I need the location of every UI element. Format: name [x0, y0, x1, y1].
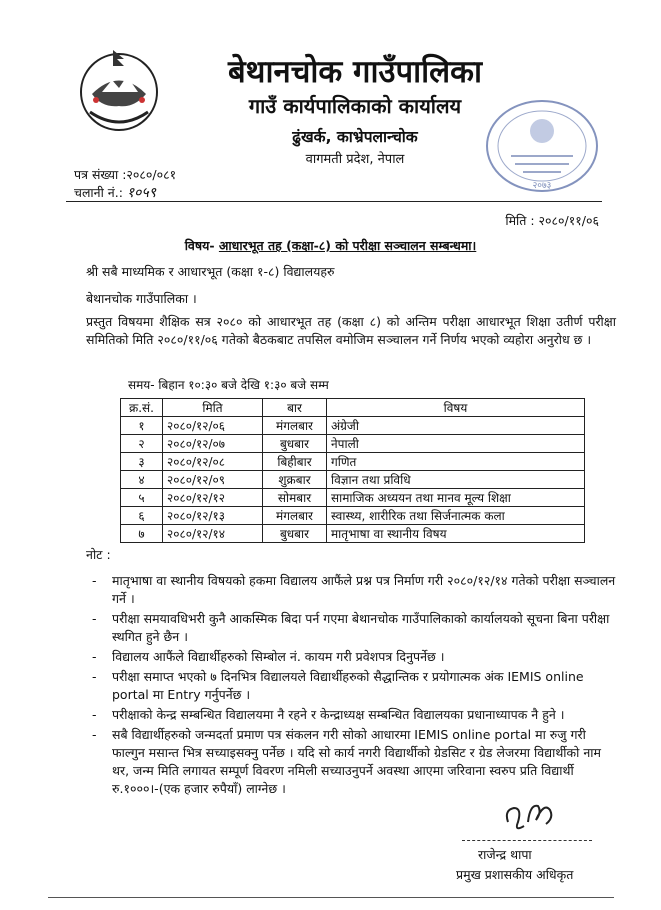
table-header-row [121, 399, 585, 417]
reference-value: २०८०/०८१ [126, 167, 177, 182]
notes-list [86, 572, 616, 800]
header-sn: क्र.सं. [121, 399, 163, 417]
signatory-name: राजेन्द्र थापा [478, 847, 532, 862]
address-line1: ढुंखर्क, काभ्रेपलान्चोक [292, 128, 418, 146]
note-item: - परीक्षाको केन्द्र सम्बन्धित विद्यालयमा नै रहने र केन्द्राध्यक्ष सम्बन्धित विद्यालयका प्रधानाध्यापक नै हुने । [86, 706, 616, 724]
cell-day: बुधबार [263, 525, 327, 543]
cell-sn: ७ [121, 525, 163, 543]
body-paragraph: प्रस्तुत विषयमा शैक्षिक सत्र २०८० को आधारभूत तह (कक्षा ८) को अन्तिम परीक्षा आधारभूत शिक्षा उतीर्ण परीक्षा समितिको मिति २०८०/११/०६ गतेको बैठकबाट तपसिल वमोजिम सञ्चालन गर्ने निर्णय भएको व्यहोरा अनुरोध छ । [86, 314, 616, 347]
signature-line [462, 840, 592, 841]
footer-divider [48, 897, 614, 898]
cell-subject: स्वास्थ्य, शारीरिक तथा सिर्जनात्मक कला [327, 507, 585, 525]
header-date: मिति [163, 399, 263, 417]
cell-date: २०८०/१२/०८ [163, 453, 263, 471]
cell-date: २०८०/१२/१४ [163, 525, 263, 543]
cell-date: २०८०/१२/०६ [163, 417, 263, 435]
cell-subject: गणित [327, 453, 585, 471]
note-item: - सबै विद्यार्थीहरुको जन्मदर्ता प्रमाण पत्र संकलन गरी सोको आधारमा IEMIS online portal मा रुजु गरी फाल्गुन मसान्त भित्र सच्याइसक्नु पर्नेछ । यदि सो कार्य नगरी विद्यार्थीको ग्रेडसिट र ग्रेड लेजरमा विद्यार्थीको नाम थर, जन्म मिति लगायत सम्पूर्ण विवरण नमिली सच्याउनुपर्ने अवस्था आएमा जरिवाना स्वरुप प्रति विद्यार्थी रु.१०००।-(एक हजार रुपैयाँ) लाग्नेछ । [86, 726, 616, 798]
address-line2: वागमती प्रदेश, नेपाल [305, 152, 405, 167]
table-row [121, 435, 585, 453]
salutation: श्री सबै माध्यमिक र आधारभूत (कक्षा १-८) विद्यालयहरु [86, 264, 335, 279]
reference-number [74, 166, 176, 183]
cell-subject: नेपाली [327, 435, 585, 453]
subject-line [40, 237, 621, 254]
table-row [121, 417, 585, 435]
signatory-title: प्रमुख प्रशासकीय अधिकृत [456, 867, 574, 882]
dispatch-number [74, 183, 156, 202]
cell-day: सोमबार [263, 489, 327, 507]
cell-day: बिहीबार [263, 453, 327, 471]
handwritten-signature [500, 792, 570, 836]
table-row [121, 489, 585, 507]
cell-sn: ५ [121, 489, 163, 507]
note-item: - मातृभाषा वा स्थानीय विषयको हकमा विद्यालय आफैंले प्रश्न पत्र निर्माण गरी २०८०/१२/१४ गतेको परीक्षा सञ्चालन गर्ने । [86, 572, 616, 608]
cell-day: मंगलबार [263, 417, 327, 435]
exam-schedule-table [120, 398, 585, 543]
table-row [121, 453, 585, 471]
note-item: - परीक्षा समाप्त भएको ७ दिनभित्र विद्यालयले विद्यार्थीहरुको सैद्धान्तिक र प्रयोगात्मक अंक IEMIS online portal मा Entry गर्नुपर्नेछ । [86, 668, 616, 704]
recipient-place: बेथानचोक गाउँपालिका । [86, 291, 197, 306]
header-day: बार [263, 399, 327, 417]
dispatch-value: १०५९ [126, 185, 157, 201]
cell-subject: अंग्रेजी [327, 417, 585, 435]
letter-date: मिति : २०८०/११/०६ [505, 213, 599, 228]
subject-text: आधारभूत तह (कक्षा-८) को परीक्षा सञ्चालन सम्बन्धमा। [218, 238, 477, 253]
cell-sn: १ [121, 417, 163, 435]
table-row [121, 507, 585, 525]
exam-time: समय- बिहान १०:३० बजे देखि १:३० बजे सम्म [128, 378, 329, 392]
note-item: - विद्यालय आफैंले विद्यार्थीहरुको सिम्बोल नं. कायम गरी प्रवेशपत्र दिनुपर्नेछ । [86, 648, 616, 666]
cell-date: २०८०/१२/१३ [163, 507, 263, 525]
cell-sn: ३ [121, 453, 163, 471]
cell-sn: २ [121, 435, 163, 453]
cell-day: बुधबार [263, 435, 327, 453]
cell-date: २०८०/१२/१२ [163, 489, 263, 507]
cell-subject: मातृभाषा वा स्थानीय विषय [327, 525, 585, 543]
subject-prefix: विषय- [184, 238, 215, 253]
reference-label: पत्र संख्या : [74, 167, 127, 182]
cell-day: मंगलबार [263, 507, 327, 525]
cell-sn: ६ [121, 507, 163, 525]
cell-date: २०८०/१२/०९ [163, 471, 263, 489]
nepal-emblem-logo [72, 42, 167, 137]
table-row [121, 525, 585, 543]
cell-sn: ४ [121, 471, 163, 489]
office-name: गाउँ कार्यपालिकाको कार्यालय [248, 94, 462, 118]
dispatch-label: चलानी नं.: [74, 185, 123, 200]
municipality-name: बेथानचोक गाउँपालिका [227, 54, 483, 90]
note-item: - परीक्षा समयावधिभरी कुनै आकस्मिक बिदा पर्न गएमा बेथानचोक गाउँपालिकाको कार्यालयको सूचना बिना परीक्षा स्थगित हुने छैन । [86, 610, 616, 646]
header-subject: विषय [327, 399, 585, 417]
cell-day: शुक्रबार [263, 471, 327, 489]
header-divider [66, 201, 602, 202]
cell-subject: सामाजिक अध्ययन तथा मानव मूल्य शिक्षा [327, 489, 585, 507]
table-row [121, 471, 585, 489]
svg-text:२०७३: २०७३ [532, 181, 552, 191]
cell-subject: विज्ञान तथा प्रविधि [327, 471, 585, 489]
cell-date: २०८०/१२/०७ [163, 435, 263, 453]
note-label: नोट : [86, 547, 111, 562]
